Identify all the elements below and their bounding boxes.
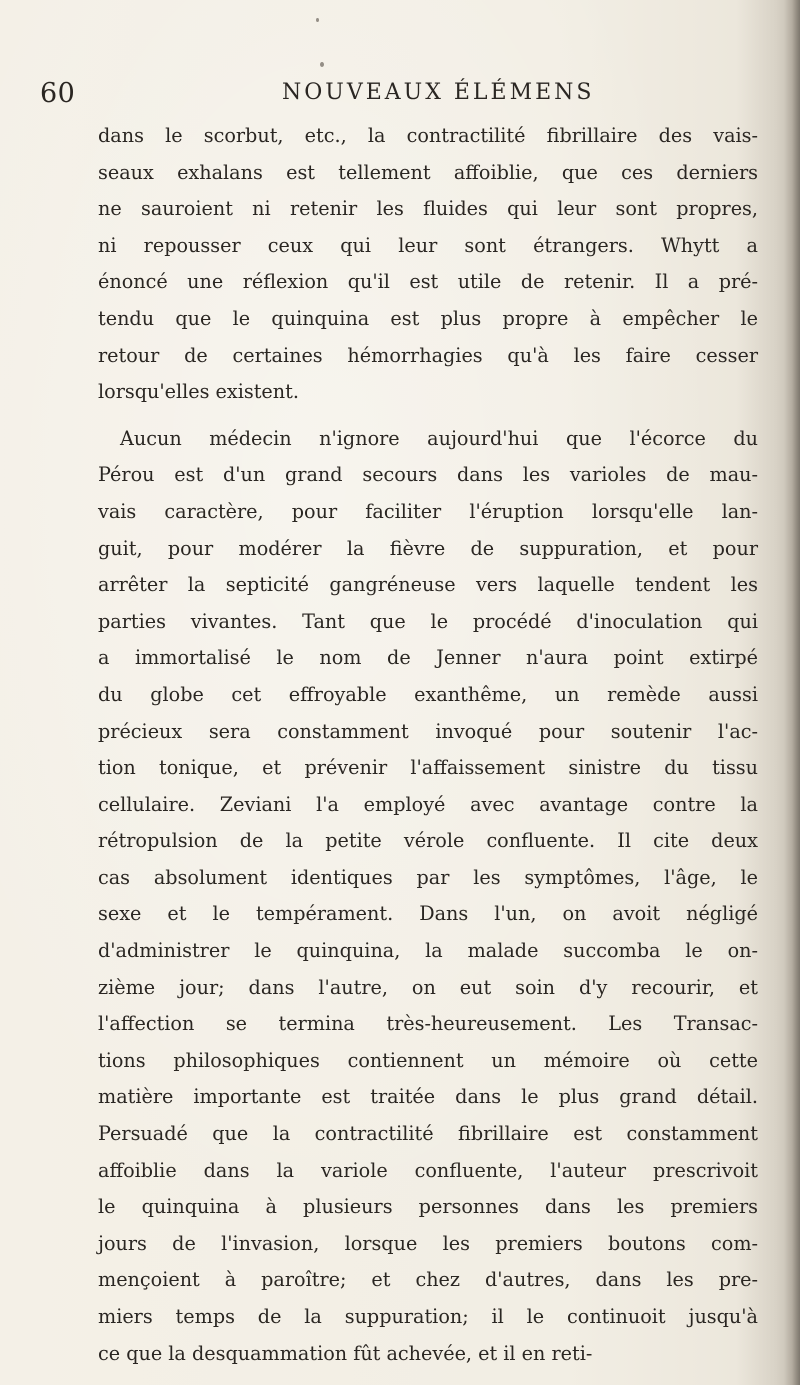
ink-speck — [320, 62, 324, 67]
running-title: NOUVEAUX ÉLÉMENS — [282, 80, 595, 105]
text-line: Pérou est d'un grand secours dans les varioles de mau- — [98, 463, 758, 487]
text-line: lorsqu'elles existent. — [98, 380, 299, 404]
text-line: tion tonique, et prévenir l'affaissement sinistre du tissu — [98, 756, 758, 780]
text-line: seaux exhalans est tellement affoiblie, que ces derniers — [98, 160, 758, 184]
text-line: dans le scorbut, etc., la contractilité fibrillaire des vais- — [98, 124, 758, 147]
ink-speck — [316, 18, 319, 22]
text-line: cellulaire. Zeviani l'a employé avec avantage contre la — [98, 792, 758, 816]
paragraph-gap — [98, 411, 758, 421]
text-line: miers temps de la suppuration; il le continuoit jusqu'à — [98, 1305, 758, 1328]
text-line: le quinquina à plusieurs personnes dans les premiers — [98, 1195, 758, 1219]
text-line: tendu que le quinquina est plus propre à empêcher le — [98, 306, 758, 330]
paragraph — [98, 421, 758, 1372]
text-line: mençoient à paroître; et chez d'autres, dans les pre- — [98, 1268, 758, 1292]
paragraph — [98, 118, 758, 411]
text-line: zième jour; dans l'autre, on eut soin d'y recourir, et — [98, 975, 758, 999]
page-edge-shadow — [784, 0, 800, 1385]
text-line: tions philosophiques contiennent un mémoire où cette — [98, 1048, 758, 1072]
text-line: du globe cet effroyable exanthême, un remède aussi — [98, 682, 758, 706]
text-line: retour de certaines hémorrhagies qu'à les faire cesser — [98, 343, 758, 367]
text-line: sexe et le tempérament. Dans l'un, on avoit négligé — [98, 902, 758, 926]
text-line: l'affection se termina très-heureusement. Les Transac- — [98, 1012, 758, 1036]
text-line: d'administrer le quinquina, la malade succomba le on- — [98, 939, 758, 963]
text-line: matière importante est traitée dans le plus grand détail. — [98, 1085, 758, 1109]
page-number: 60 — [40, 78, 76, 109]
text-line: jours de l'invasion, lorsque les premiers boutons com- — [98, 1231, 758, 1255]
text-line: précieux sera constamment invoqué pour soutenir l'ac- — [98, 719, 758, 743]
text-line: vais caractère, pour faciliter l'éruption lorsqu'elle lan- — [98, 499, 758, 523]
text-line: guit, pour modérer la fièvre de suppuration, et pour — [98, 536, 758, 560]
text-line: arrêter la septicité gangréneuse vers laquelle tendent les — [98, 573, 758, 597]
text-line: parties vivantes. Tant que le procédé d'inoculation qui — [98, 609, 758, 633]
text-line: cas absolument identiques par les symptômes, l'âge, le — [98, 865, 758, 889]
text-line: ce que la desquammation fût achevée, et il en reti- — [98, 1341, 593, 1365]
text-line: rétropulsion de la petite vérole confluente. Il cite deux — [98, 829, 758, 853]
text-line: Aucun médecin n'ignore aujourd'hui que l'écorce du — [120, 426, 758, 450]
text-line: a immortalisé le nom de Jenner n'aura point extirpé — [98, 646, 758, 670]
text-line: Persuadé que la contractilité fibrillaire est constamment — [98, 1122, 758, 1146]
text-line: énoncé une réflexion qu'il est utile de retenir. Il a pré- — [98, 270, 758, 294]
body-text — [98, 118, 758, 1372]
text-line: affoiblie dans la variole confluente, l'auteur prescrivoit — [98, 1158, 758, 1182]
text-line: ni repousser ceux qui leur sont étrangers. Whytt a — [98, 233, 758, 257]
text-line: ne sauroient ni retenir les fluides qui leur sont propres, — [98, 197, 758, 221]
